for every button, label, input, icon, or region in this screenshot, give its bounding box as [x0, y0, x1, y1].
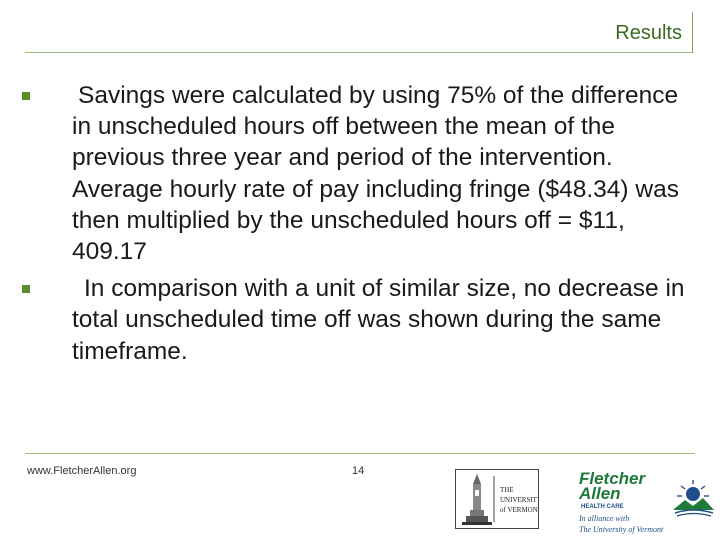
slide-title: Results	[615, 22, 682, 44]
header-divider-vertical	[692, 12, 693, 53]
logo-line-fletcher: Fletcher	[579, 469, 646, 488]
logo-tagline-1: In alliance with	[579, 514, 630, 523]
header-divider	[25, 52, 693, 53]
bullet-list	[20, 80, 700, 367]
square-bullet-icon	[22, 285, 30, 293]
footer-divider	[25, 453, 695, 454]
footer-url: www.FletcherAllen.org	[27, 465, 137, 477]
logo-line-health-care: HEALTH CARE	[581, 504, 624, 510]
page-number: 14	[352, 465, 365, 477]
uvm-line1: THE	[500, 486, 514, 494]
bullet-item-savings	[20, 80, 700, 267]
logo-line-allen: Allen	[579, 484, 621, 503]
bullet-text: Savings were calculated by using 75% of the difference in unscheduled hours off between the mean of the previous three year and period of the intervention. Average hourly rate of pay including fringe ($48.34) was then multiplied by the unscheduled hours off = $11, 409.17	[72, 82, 679, 266]
uvm-line3: of VERMONT	[500, 506, 538, 514]
bullet-text: In comparison with a unit of similar size, no decrease in total unscheduled time off was shown during the same timeframe.	[72, 275, 685, 365]
uvm-seal-icon	[456, 470, 538, 528]
fletcher-allen-logo	[575, 466, 715, 536]
uvm-logo	[455, 469, 539, 529]
logo-tagline-2: The University of Vermont	[579, 525, 664, 534]
uvm-line2: UNIVERSITY	[500, 496, 538, 504]
bullet-item-comparison	[20, 273, 700, 367]
sun-mountain-icon	[673, 480, 714, 516]
fletcher-allen-logo-graphic	[575, 466, 715, 538]
square-bullet-icon	[22, 92, 30, 100]
